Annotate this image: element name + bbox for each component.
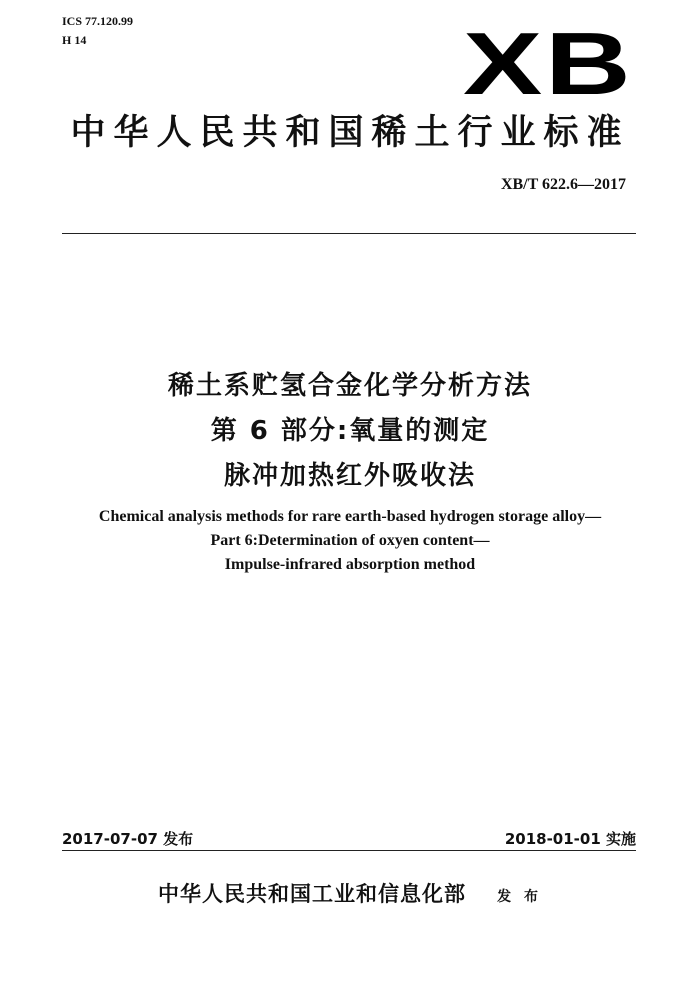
english-title-line-3: Impulse-infrared absorption method [224,556,476,573]
ics-code: ICS 77.120.99 [62,14,134,28]
ccs-code: H 14 [62,33,87,47]
issue-date: 2017-07-07 发布 [62,830,194,848]
issuing-authority: 中华人民共和国工业和信息化部 [158,882,467,906]
xb-logo: XB [463,14,634,113]
standard-number: XB/T 622.6—2017 [500,176,626,193]
standard-category-title: 中华人民共和国稀土行业标准 [70,113,630,153]
chinese-title-line-2: 第 6 部分:氧量的测定 [210,416,490,446]
classification-codes [62,12,133,50]
issuer-row [0,878,700,908]
issue-label: 发 布 [497,889,542,905]
english-title [0,505,700,577]
bottom-divider [62,850,636,851]
english-title-line-2: Part 6:Determination of oxyen content— [210,532,490,549]
implementation-date: 2018-01-01 实施 [504,830,636,848]
chinese-title [0,364,700,499]
top-divider [62,233,636,234]
english-title-line-1: Chemical analysis methods for rare earth-based hydrogen storage alloy— [98,508,602,525]
chinese-title-line-3: 脉冲加热红外吸收法 [223,461,476,491]
chinese-title-line-1: 稀土系贮氢合金化学分析方法 [167,371,532,401]
